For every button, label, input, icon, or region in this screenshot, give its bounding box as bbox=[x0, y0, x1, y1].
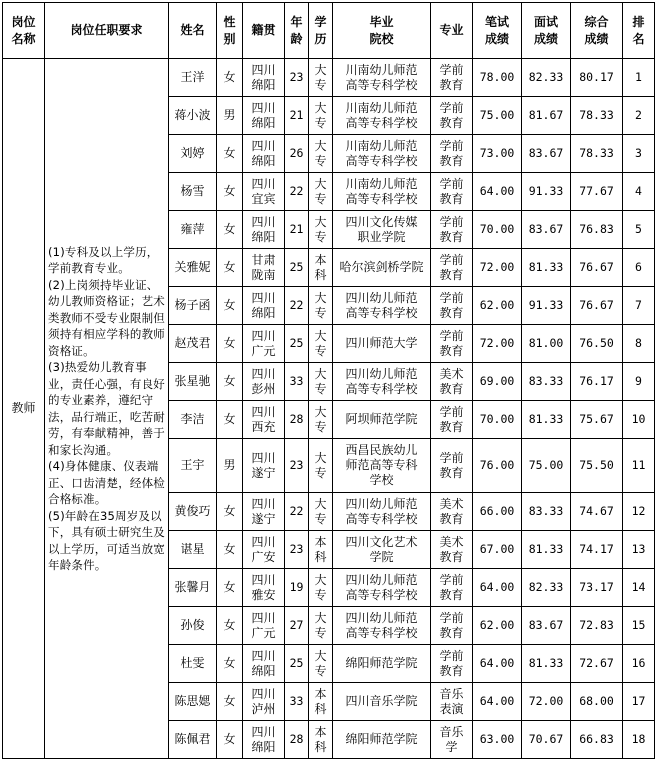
origin-cell: 四川 绵阳 bbox=[243, 135, 285, 173]
written-score-cell: 64.00 bbox=[473, 569, 522, 607]
interview-score-cell: 72.00 bbox=[522, 683, 571, 721]
written-score-cell: 63.00 bbox=[473, 721, 522, 759]
education-cell: 大 专 bbox=[309, 645, 333, 683]
rank-cell: 5 bbox=[623, 211, 655, 249]
header-post-name: 岗位 名称 bbox=[3, 3, 45, 59]
education-cell: 大 专 bbox=[309, 607, 333, 645]
total-score-cell: 75.50 bbox=[571, 439, 623, 493]
interview-score-cell: 91.33 bbox=[522, 287, 571, 325]
interview-score-cell: 70.67 bbox=[522, 721, 571, 759]
major-cell: 学前 教育 bbox=[431, 439, 473, 493]
written-score-cell: 75.00 bbox=[473, 97, 522, 135]
school-cell: 四川师范大学 bbox=[333, 325, 431, 363]
origin-cell: 四川 广安 bbox=[243, 531, 285, 569]
header-total-score: 综合 成绩 bbox=[571, 3, 623, 59]
header-name: 姓名 bbox=[169, 3, 217, 59]
total-score-cell: 80.17 bbox=[571, 59, 623, 97]
name-cell: 王洋 bbox=[169, 59, 217, 97]
header-education: 学 历 bbox=[309, 3, 333, 59]
school-cell: 川南幼儿师范 高等专科学校 bbox=[333, 173, 431, 211]
name-cell: 关雅妮 bbox=[169, 249, 217, 287]
header-age: 年 龄 bbox=[285, 3, 309, 59]
gender-cell: 女 bbox=[217, 569, 243, 607]
origin-cell: 四川 绵阳 bbox=[243, 211, 285, 249]
interview-score-cell: 81.67 bbox=[522, 97, 571, 135]
age-cell: 33 bbox=[285, 683, 309, 721]
gender-cell: 女 bbox=[217, 287, 243, 325]
school-cell: 四川文化传媒 职业学院 bbox=[333, 211, 431, 249]
total-score-cell: 76.83 bbox=[571, 211, 623, 249]
age-cell: 28 bbox=[285, 721, 309, 759]
education-cell: 本 科 bbox=[309, 721, 333, 759]
rank-cell: 10 bbox=[623, 401, 655, 439]
age-cell: 25 bbox=[285, 325, 309, 363]
school-cell: 川南幼儿师范 高等专科学校 bbox=[333, 59, 431, 97]
school-cell: 哈尔滨剑桥学院 bbox=[333, 249, 431, 287]
interview-score-cell: 83.33 bbox=[522, 363, 571, 401]
interview-score-cell: 83.67 bbox=[522, 211, 571, 249]
header-interview-score: 面试 成绩 bbox=[522, 3, 571, 59]
education-cell: 大 专 bbox=[309, 287, 333, 325]
education-cell: 本 科 bbox=[309, 249, 333, 287]
school-cell: 四川幼儿师范 高等专科学校 bbox=[333, 493, 431, 531]
major-cell: 学前 教育 bbox=[431, 249, 473, 287]
name-cell: 雍萍 bbox=[169, 211, 217, 249]
interview-score-cell: 81.33 bbox=[522, 531, 571, 569]
age-cell: 23 bbox=[285, 439, 309, 493]
school-cell: 阿坝师范学院 bbox=[333, 401, 431, 439]
written-score-cell: 73.00 bbox=[473, 135, 522, 173]
header-origin: 籍贯 bbox=[243, 3, 285, 59]
written-score-cell: 72.00 bbox=[473, 249, 522, 287]
education-cell: 大 专 bbox=[309, 363, 333, 401]
written-score-cell: 76.00 bbox=[473, 439, 522, 493]
major-cell: 学前 教育 bbox=[431, 173, 473, 211]
interview-score-cell: 83.67 bbox=[522, 135, 571, 173]
written-score-cell: 78.00 bbox=[473, 59, 522, 97]
header-row bbox=[3, 3, 655, 59]
school-cell: 川南幼儿师范 高等专科学校 bbox=[333, 97, 431, 135]
school-cell: 四川文化艺术 学院 bbox=[333, 531, 431, 569]
requirements-cell bbox=[45, 59, 169, 759]
requirement-item: (3)热爱幼儿教育事业，责任心强，有良好的专业素养，遵纪守法，品行端正，吃苦耐劳，有奉献精神，善于和家长沟通。 bbox=[48, 360, 165, 457]
name-cell: 刘婷 bbox=[169, 135, 217, 173]
header-gender: 性 别 bbox=[217, 3, 243, 59]
name-cell: 陈思媤 bbox=[169, 683, 217, 721]
education-cell: 大 专 bbox=[309, 173, 333, 211]
table-row bbox=[3, 59, 655, 97]
total-score-cell: 78.33 bbox=[571, 97, 623, 135]
written-score-cell: 67.00 bbox=[473, 531, 522, 569]
origin-cell: 四川 西充 bbox=[243, 401, 285, 439]
written-score-cell: 64.00 bbox=[473, 173, 522, 211]
interview-score-cell: 83.33 bbox=[522, 493, 571, 531]
interview-score-cell: 91.33 bbox=[522, 173, 571, 211]
origin-cell: 四川 广元 bbox=[243, 325, 285, 363]
age-cell: 27 bbox=[285, 607, 309, 645]
origin-cell: 甘肃 陇南 bbox=[243, 249, 285, 287]
origin-cell: 四川 彭州 bbox=[243, 363, 285, 401]
rank-cell: 14 bbox=[623, 569, 655, 607]
name-cell: 张星驰 bbox=[169, 363, 217, 401]
total-score-cell: 76.67 bbox=[571, 249, 623, 287]
rank-cell: 15 bbox=[623, 607, 655, 645]
gender-cell: 男 bbox=[217, 97, 243, 135]
total-score-cell: 73.17 bbox=[571, 569, 623, 607]
gender-cell: 女 bbox=[217, 721, 243, 759]
rank-cell: 2 bbox=[623, 97, 655, 135]
header-requirements: 岗位任职要求 bbox=[45, 3, 169, 59]
name-cell: 张馨月 bbox=[169, 569, 217, 607]
gender-cell: 女 bbox=[217, 59, 243, 97]
total-score-cell: 75.67 bbox=[571, 401, 623, 439]
school-cell: 四川幼儿师范 高等专科学校 bbox=[333, 569, 431, 607]
gender-cell: 女 bbox=[217, 135, 243, 173]
major-cell: 学前 教育 bbox=[431, 645, 473, 683]
major-cell: 学前 教育 bbox=[431, 401, 473, 439]
major-cell: 学前 教育 bbox=[431, 569, 473, 607]
education-cell: 大 专 bbox=[309, 493, 333, 531]
education-cell: 大 专 bbox=[309, 97, 333, 135]
origin-cell: 四川 绵阳 bbox=[243, 645, 285, 683]
total-score-cell: 77.67 bbox=[571, 173, 623, 211]
name-cell: 杨子函 bbox=[169, 287, 217, 325]
interview-score-cell: 81.33 bbox=[522, 249, 571, 287]
rank-cell: 4 bbox=[623, 173, 655, 211]
rank-cell: 7 bbox=[623, 287, 655, 325]
gender-cell: 女 bbox=[217, 531, 243, 569]
age-cell: 21 bbox=[285, 97, 309, 135]
written-score-cell: 70.00 bbox=[473, 211, 522, 249]
post-name-cell: 教师 bbox=[3, 59, 45, 759]
header-rank: 排 名 bbox=[623, 3, 655, 59]
written-score-cell: 66.00 bbox=[473, 493, 522, 531]
major-cell: 音乐 表演 bbox=[431, 683, 473, 721]
gender-cell: 女 bbox=[217, 607, 243, 645]
gender-cell: 女 bbox=[217, 683, 243, 721]
major-cell: 学前 教育 bbox=[431, 59, 473, 97]
origin-cell: 四川 遂宁 bbox=[243, 493, 285, 531]
school-cell: 西昌民族幼儿 师范高等专科 学校 bbox=[333, 439, 431, 493]
header-school: 毕业 院校 bbox=[333, 3, 431, 59]
total-score-cell: 76.50 bbox=[571, 325, 623, 363]
rank-cell: 1 bbox=[623, 59, 655, 97]
rank-cell: 9 bbox=[623, 363, 655, 401]
origin-cell: 四川 广元 bbox=[243, 607, 285, 645]
major-cell: 学前 教育 bbox=[431, 211, 473, 249]
rank-cell: 17 bbox=[623, 683, 655, 721]
major-cell: 美术 教育 bbox=[431, 531, 473, 569]
age-cell: 22 bbox=[285, 493, 309, 531]
education-cell: 大 专 bbox=[309, 325, 333, 363]
education-cell: 大 专 bbox=[309, 439, 333, 493]
header-written-score: 笔试 成绩 bbox=[473, 3, 522, 59]
written-score-cell: 64.00 bbox=[473, 683, 522, 721]
name-cell: 陈佩君 bbox=[169, 721, 217, 759]
written-score-cell: 72.00 bbox=[473, 325, 522, 363]
rank-cell: 13 bbox=[623, 531, 655, 569]
total-score-cell: 76.17 bbox=[571, 363, 623, 401]
gender-cell: 女 bbox=[217, 363, 243, 401]
education-cell: 本 科 bbox=[309, 683, 333, 721]
name-cell: 蒋小波 bbox=[169, 97, 217, 135]
school-cell: 川南幼儿师范 高等专科学校 bbox=[333, 135, 431, 173]
header-major: 专业 bbox=[431, 3, 473, 59]
written-score-cell: 64.00 bbox=[473, 645, 522, 683]
gender-cell: 女 bbox=[217, 211, 243, 249]
age-cell: 22 bbox=[285, 287, 309, 325]
rank-cell: 8 bbox=[623, 325, 655, 363]
major-cell: 学前 教育 bbox=[431, 325, 473, 363]
age-cell: 22 bbox=[285, 173, 309, 211]
origin-cell: 四川 绵阳 bbox=[243, 287, 285, 325]
name-cell: 杨雪 bbox=[169, 173, 217, 211]
age-cell: 25 bbox=[285, 645, 309, 683]
gender-cell: 女 bbox=[217, 325, 243, 363]
rank-cell: 12 bbox=[623, 493, 655, 531]
age-cell: 19 bbox=[285, 569, 309, 607]
gender-cell: 女 bbox=[217, 401, 243, 439]
name-cell: 赵茂君 bbox=[169, 325, 217, 363]
rank-cell: 11 bbox=[623, 439, 655, 493]
age-cell: 21 bbox=[285, 211, 309, 249]
interview-score-cell: 81.33 bbox=[522, 401, 571, 439]
name-cell: 李洁 bbox=[169, 401, 217, 439]
interview-score-cell: 81.00 bbox=[522, 325, 571, 363]
name-cell: 谌星 bbox=[169, 531, 217, 569]
gender-cell: 女 bbox=[217, 173, 243, 211]
school-cell: 绵阳师范学院 bbox=[333, 645, 431, 683]
school-cell: 四川幼儿师范 高等专科学校 bbox=[333, 607, 431, 645]
gender-cell: 女 bbox=[217, 493, 243, 531]
interview-score-cell: 75.00 bbox=[522, 439, 571, 493]
age-cell: 26 bbox=[285, 135, 309, 173]
age-cell: 28 bbox=[285, 401, 309, 439]
major-cell: 音乐 学 bbox=[431, 721, 473, 759]
origin-cell: 四川 绵阳 bbox=[243, 97, 285, 135]
age-cell: 23 bbox=[285, 59, 309, 97]
age-cell: 25 bbox=[285, 249, 309, 287]
rank-cell: 3 bbox=[623, 135, 655, 173]
requirement-item: (4)身体健康、仪表端正、口齿清楚，经体检合格标准。 bbox=[48, 459, 165, 506]
rank-cell: 18 bbox=[623, 721, 655, 759]
interview-score-cell: 82.33 bbox=[522, 569, 571, 607]
origin-cell: 四川 雅安 bbox=[243, 569, 285, 607]
education-cell: 本 科 bbox=[309, 531, 333, 569]
school-cell: 四川幼儿师范 高等专科学校 bbox=[333, 363, 431, 401]
origin-cell: 四川 宜宾 bbox=[243, 173, 285, 211]
major-cell: 美术 教育 bbox=[431, 493, 473, 531]
age-cell: 23 bbox=[285, 531, 309, 569]
school-cell: 四川幼儿师范 高等专科学校 bbox=[333, 287, 431, 325]
origin-cell: 四川 泸州 bbox=[243, 683, 285, 721]
results-table bbox=[2, 2, 655, 759]
major-cell: 美术 教育 bbox=[431, 363, 473, 401]
major-cell: 学前 教育 bbox=[431, 607, 473, 645]
major-cell: 学前 教育 bbox=[431, 135, 473, 173]
total-score-cell: 72.67 bbox=[571, 645, 623, 683]
written-score-cell: 62.00 bbox=[473, 607, 522, 645]
age-cell: 33 bbox=[285, 363, 309, 401]
name-cell: 黄俊巧 bbox=[169, 493, 217, 531]
major-cell: 学前 教育 bbox=[431, 287, 473, 325]
gender-cell: 男 bbox=[217, 439, 243, 493]
education-cell: 大 专 bbox=[309, 211, 333, 249]
origin-cell: 四川 绵阳 bbox=[243, 59, 285, 97]
interview-score-cell: 83.67 bbox=[522, 607, 571, 645]
name-cell: 王宇 bbox=[169, 439, 217, 493]
rank-cell: 16 bbox=[623, 645, 655, 683]
school-cell: 四川音乐学院 bbox=[333, 683, 431, 721]
requirement-item: (5)年龄在35周岁及以下，具有硕士研究生及以上学历，可适当放宽年龄条件。 bbox=[48, 508, 165, 572]
total-score-cell: 66.83 bbox=[571, 721, 623, 759]
total-score-cell: 74.17 bbox=[571, 531, 623, 569]
education-cell: 大 专 bbox=[309, 135, 333, 173]
rank-cell: 6 bbox=[623, 249, 655, 287]
gender-cell: 女 bbox=[217, 249, 243, 287]
education-cell: 大 专 bbox=[309, 401, 333, 439]
written-score-cell: 62.00 bbox=[473, 287, 522, 325]
school-cell: 绵阳师范学院 bbox=[333, 721, 431, 759]
education-cell: 大 专 bbox=[309, 59, 333, 97]
total-score-cell: 74.67 bbox=[571, 493, 623, 531]
total-score-cell: 72.83 bbox=[571, 607, 623, 645]
total-score-cell: 78.33 bbox=[571, 135, 623, 173]
origin-cell: 四川 遂宁 bbox=[243, 439, 285, 493]
interview-score-cell: 81.33 bbox=[522, 645, 571, 683]
requirement-item: (2)上岗须持毕业证、幼儿教师资格证；艺术类教师不受专业限制但须持有相应学科的教师资格证。 bbox=[48, 277, 165, 358]
major-cell: 学前 教育 bbox=[431, 97, 473, 135]
gender-cell: 女 bbox=[217, 645, 243, 683]
education-cell: 大 专 bbox=[309, 569, 333, 607]
requirement-item: (1)专科及以上学历，学前教育专业。 bbox=[48, 244, 159, 275]
total-score-cell: 76.67 bbox=[571, 287, 623, 325]
written-score-cell: 70.00 bbox=[473, 401, 522, 439]
name-cell: 杜雯 bbox=[169, 645, 217, 683]
total-score-cell: 68.00 bbox=[571, 683, 623, 721]
interview-score-cell: 82.33 bbox=[522, 59, 571, 97]
written-score-cell: 69.00 bbox=[473, 363, 522, 401]
origin-cell: 四川 绵阳 bbox=[243, 721, 285, 759]
name-cell: 孙俊 bbox=[169, 607, 217, 645]
